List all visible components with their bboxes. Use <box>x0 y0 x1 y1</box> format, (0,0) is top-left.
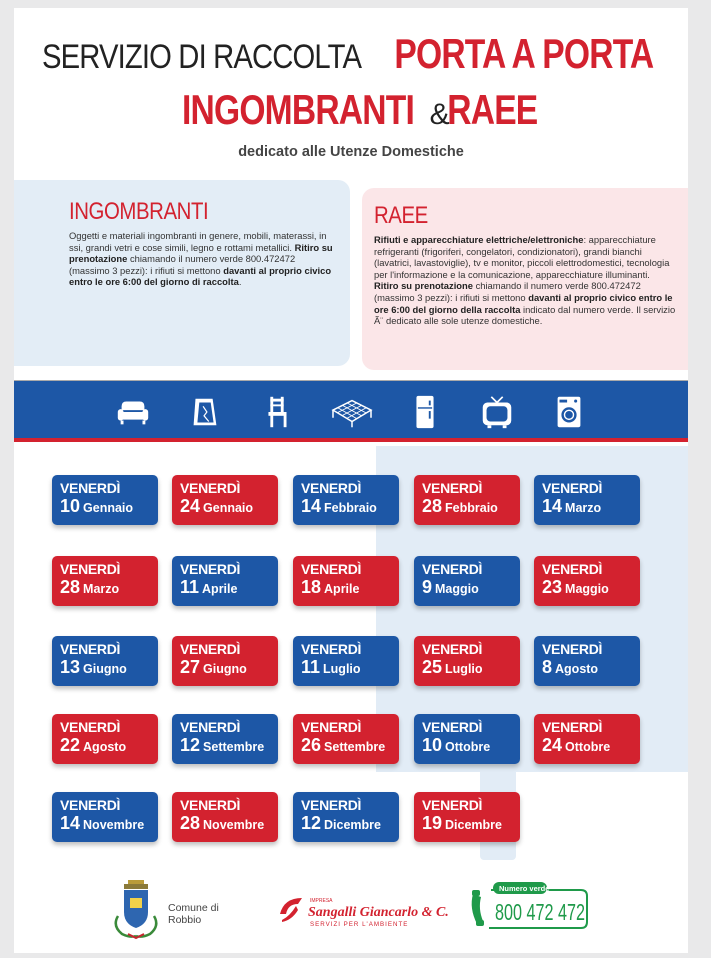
date-card <box>52 475 158 525</box>
date-value <box>542 657 632 679</box>
date-weekday: VENERDÌ <box>422 797 483 813</box>
mirror-icon <box>186 393 224 431</box>
date-number: 28 <box>422 496 443 516</box>
date-number: 18 <box>301 577 322 597</box>
date-card <box>172 636 278 686</box>
date-number: 19 <box>422 813 443 833</box>
comune-crest-icon <box>106 876 166 942</box>
date-weekday: VENERDÌ <box>180 719 241 735</box>
date-value <box>542 577 632 599</box>
sangalli-logo <box>276 884 449 934</box>
date-card <box>172 714 278 764</box>
date-month: Dicembre <box>324 818 382 832</box>
date-month: Febbraio <box>445 501 498 515</box>
date-card <box>172 475 278 525</box>
date-weekday: VENERDÌ <box>180 561 241 577</box>
numero-verde-badge <box>467 880 593 934</box>
date-card <box>172 556 278 606</box>
impresa-label: IMPRESA <box>310 898 333 904</box>
date-weekday: VENERDÌ <box>301 719 362 735</box>
date-card <box>293 714 399 764</box>
date-card <box>414 714 520 764</box>
date-value <box>60 735 150 757</box>
date-month: Maggio <box>565 582 609 596</box>
date-weekday: VENERDÌ <box>301 641 362 657</box>
date-card <box>293 556 399 606</box>
date-month: Agosto <box>555 662 599 676</box>
icon-bar <box>14 380 688 442</box>
date-value <box>60 577 150 599</box>
date-number: 14 <box>301 496 322 516</box>
date-weekday: VENERDÌ <box>422 561 483 577</box>
date-value <box>60 496 150 518</box>
date-card <box>172 792 278 842</box>
date-month: Novembre <box>203 818 265 832</box>
date-weekday: VENERDÌ <box>180 641 241 657</box>
date-card <box>414 475 520 525</box>
date-weekday: VENERDÌ <box>422 480 483 496</box>
date-weekday: VENERDÌ <box>301 561 362 577</box>
date-weekday: VENERDÌ <box>60 719 121 735</box>
raee-card <box>362 188 688 370</box>
date-month: Giugno <box>203 662 247 676</box>
date-weekday: VENERDÌ <box>60 641 121 657</box>
date-number: 12 <box>180 735 201 755</box>
date-number: 22 <box>60 735 81 755</box>
date-value <box>422 577 512 599</box>
date-number: 12 <box>301 813 322 833</box>
date-card <box>52 792 158 842</box>
chair-icon <box>258 393 296 431</box>
title-line-1 <box>14 30 688 78</box>
date-value <box>301 813 391 835</box>
date-value <box>180 577 270 599</box>
raee-title: RAEE <box>374 202 428 229</box>
date-card <box>293 475 399 525</box>
date-card <box>534 556 640 606</box>
fridge-icon <box>406 393 444 431</box>
date-number: 25 <box>422 657 443 677</box>
date-card <box>293 636 399 686</box>
date-card <box>414 792 520 842</box>
date-number: 24 <box>180 496 201 516</box>
date-weekday: VENERDÌ <box>60 561 121 577</box>
date-month: Dicembre <box>445 818 503 832</box>
net-icon <box>330 393 374 431</box>
title-ingombranti: INGOMBRANTI <box>182 86 415 133</box>
washing-machine-icon <box>550 393 588 431</box>
date-value <box>180 813 270 835</box>
date-card <box>414 636 520 686</box>
date-card <box>52 556 158 606</box>
date-value <box>542 735 632 757</box>
date-weekday: VENERDÌ <box>180 797 241 813</box>
date-value <box>422 735 512 757</box>
date-card <box>534 714 640 764</box>
date-month: Ottobre <box>445 740 491 754</box>
title-porta-a-porta: PORTA A PORTA <box>394 30 654 77</box>
date-weekday: VENERDÌ <box>422 641 483 657</box>
date-month: Marzo <box>83 582 120 596</box>
date-number: 23 <box>542 577 563 597</box>
date-number: 13 <box>60 657 81 677</box>
date-value <box>180 496 270 518</box>
date-month: Agosto <box>83 740 127 754</box>
date-weekday: VENERDÌ <box>542 480 603 496</box>
date-number: 8 <box>542 657 553 677</box>
date-weekday: VENERDÌ <box>60 797 121 813</box>
date-number: 10 <box>60 496 81 516</box>
date-weekday: VENERDÌ <box>301 480 362 496</box>
date-number: 28 <box>180 813 201 833</box>
date-weekday: VENERDÌ <box>542 561 603 577</box>
date-value <box>301 496 391 518</box>
date-number: 9 <box>422 577 433 597</box>
date-card <box>534 636 640 686</box>
date-card <box>293 792 399 842</box>
date-number: 14 <box>542 496 563 516</box>
date-value <box>301 657 391 679</box>
date-month: Settembre <box>203 740 265 754</box>
date-month: Aprile <box>324 582 360 596</box>
date-value <box>60 813 150 835</box>
date-month: Maggio <box>435 582 479 596</box>
date-number: 11 <box>180 577 200 597</box>
date-value <box>422 813 512 835</box>
date-number: 24 <box>542 735 563 755</box>
date-month: Gennaio <box>83 501 134 515</box>
date-value <box>422 657 512 679</box>
date-weekday: VENERDÌ <box>422 719 483 735</box>
title-line-2 <box>14 86 688 134</box>
ingombranti-title: INGOMBRANTI <box>69 198 209 225</box>
title-servizio: SERVIZIO DI RACCOLTA <box>42 38 362 76</box>
date-month: Gennaio <box>203 501 254 515</box>
date-card <box>52 636 158 686</box>
date-card <box>414 556 520 606</box>
date-month: Febbraio <box>324 501 377 515</box>
date-weekday: VENERDÌ <box>542 641 603 657</box>
date-card <box>52 714 158 764</box>
date-value <box>180 657 270 679</box>
date-card <box>534 475 640 525</box>
date-number: 10 <box>422 735 443 755</box>
ingombranti-card <box>14 180 350 366</box>
date-month: Giugno <box>83 662 127 676</box>
numero-verde-label: Numero verde <box>499 884 550 893</box>
date-month: Ottobre <box>565 740 611 754</box>
date-number: 14 <box>60 813 81 833</box>
subtitle: dedicato alle Utenze Domestiche <box>238 144 464 160</box>
date-month: Luglio <box>445 662 483 676</box>
date-value <box>180 735 270 757</box>
tv-icon <box>478 393 516 431</box>
date-value <box>542 496 632 518</box>
date-weekday: VENERDÌ <box>180 480 241 496</box>
date-month: Settembre <box>324 740 386 754</box>
date-weekday: VENERDÌ <box>60 480 121 496</box>
flyer-page <box>14 8 688 953</box>
date-number: 26 <box>301 735 322 755</box>
impresa-tagline: SERVIZI PER L'AMBIENTE <box>310 921 409 928</box>
date-number: 11 <box>301 657 321 677</box>
date-month: Luglio <box>323 662 361 676</box>
raee-text: Rifiuti e apparecchiature elettriche/elettroniche: apparecchiature refrigeranti (frigoriferi, congelatori, condizionatori), grandi bianchi (lavatrici, lavastoviglie), tv e monitor, piccoli elettrodomestici, tecnologia per l'informazione e la comunicazione, apparecchiature illuminanti. Ritiro su prenotazione chiamando il numero verde 800.472472 (massimo 3 pezzi): i rifiuti si mettono davanti al proprio civico entro le ore 6:00 del giorno della raccolta indicato dal numero verde. Il servizio Ã¨ dedicato alle sole utenze domestiche. <box>374 234 676 327</box>
date-value <box>60 657 150 679</box>
date-month: Marzo <box>565 501 602 515</box>
date-number: 28 <box>60 577 81 597</box>
ingombranti-text: Oggetti e materiali ingombranti in genere, mobili, materassi, in ssi, grandi vetri e cose simili, legno e rottami metallici. Ritiro su prenotazione chiamando il numero verde 800.472472 (massimo 3 pezzi): i rifiuti si mettono davanti al proprio civico entro le ore 6:00 del giorno di raccolta. <box>69 230 333 288</box>
date-month: Novembre <box>83 818 145 832</box>
comune-name: Comune di Robbio <box>168 902 219 926</box>
date-month: Aprile <box>202 582 238 596</box>
date-weekday: VENERDÌ <box>542 719 603 735</box>
date-weekday: VENERDÌ <box>301 797 362 813</box>
numero-verde-number: 800 472 472 <box>495 899 585 925</box>
sofa-icon <box>114 393 152 431</box>
date-value <box>422 496 512 518</box>
date-number: 27 <box>180 657 201 677</box>
title-raee: RAEE <box>447 86 538 133</box>
impresa-name: Sangalli Giancarlo & C. <box>308 905 449 920</box>
title-ampersand: & <box>429 98 450 131</box>
date-value <box>301 577 391 599</box>
date-value <box>301 735 391 757</box>
